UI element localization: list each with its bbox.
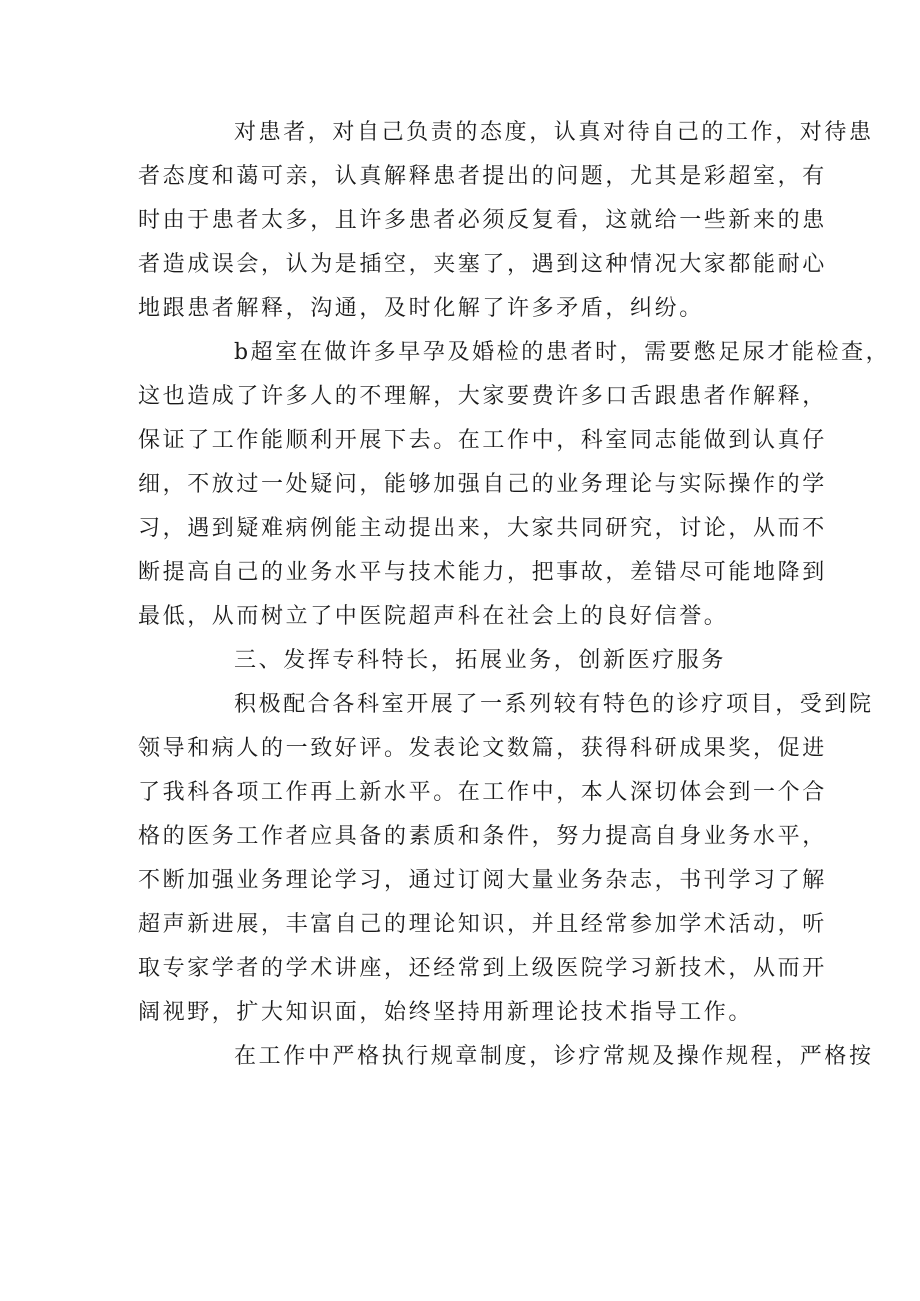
text-line: 在工作中严格执行规章制度，诊疗常规及操作规程，严格按: [234, 1044, 874, 1069]
text-line: 保证了工作能顺利开展下去。在工作中，科室同志能做到认真仔: [138, 428, 827, 453]
text-line: 最低，从而树立了中医院超声科在社会上的良好信誉。: [138, 604, 729, 629]
paragraph-regulations: [138, 1035, 874, 1079]
section-heading-text: 三、发挥专科特长，拓展业务，创新医疗服务: [234, 648, 727, 673]
paragraph-ultrasound-room: [138, 331, 891, 639]
text-line: 时由于患者太多，且许多患者必须反复看，这就给一些新来的患: [138, 208, 827, 233]
text-line: 习，遇到疑难病例能主动提出来，大家共同研究，讨论，从而不: [138, 516, 827, 541]
text-line: 超声新进展，丰富自己的理论知识，并且经常参加学术活动，听: [138, 912, 827, 937]
text-line: 领导和病人的一致好评。发表论文数篇，获得科研成果奖，促进: [138, 736, 827, 761]
text-line: 细，不放过一处疑问，能够加强自己的业务理论与实际操作的学: [138, 472, 827, 497]
text-line: 不断加强业务理论学习，通过订阅大量业务杂志，书刊学习了解: [138, 868, 827, 893]
paragraph-patient-attitude: [138, 111, 874, 331]
text-line: 阔视野，扩大知识面，始终坚持用新理论技术指导工作。: [138, 1000, 754, 1025]
text-line: 格的医务工作者应具备的素质和条件，努力提高自身业务水平，: [138, 824, 827, 849]
text-line: 这也造成了许多人的不理解，大家要费许多口舌跟患者作解释，: [138, 384, 827, 409]
paragraph-special-services: [138, 683, 874, 1035]
text-line: b超室在做许多早孕及婚检的患者时，需要憋足尿才能检查，: [234, 340, 891, 365]
text-line: 地跟患者解释，沟通，及时化解了许多矛盾，纠纷。: [138, 296, 704, 321]
text-line: 对患者，对自己负责的态度，认真对待自己的工作，对待患: [234, 120, 874, 145]
text-line: 者造成误会，认为是插空，夹塞了，遇到这种情况大家都能耐心: [138, 252, 827, 277]
text-line: 者态度和蔼可亲，认真解释患者提出的问题，尤其是彩超室，有: [138, 164, 827, 189]
section-heading: [138, 639, 796, 683]
document-body: [138, 111, 891, 1079]
text-line: 积极配合各科室开展了一系列较有特色的诊疗项目，受到院: [234, 692, 874, 717]
text-line: 取专家学者的学术讲座，还经常到上级医院学习新技术，从而开: [138, 956, 827, 981]
text-line: 了我科各项工作再上新水平。在工作中，本人深切体会到一个合: [138, 780, 827, 805]
text-line: 断提高自己的业务水平与技术能力，把事故，差错尽可能地降到: [138, 560, 827, 585]
